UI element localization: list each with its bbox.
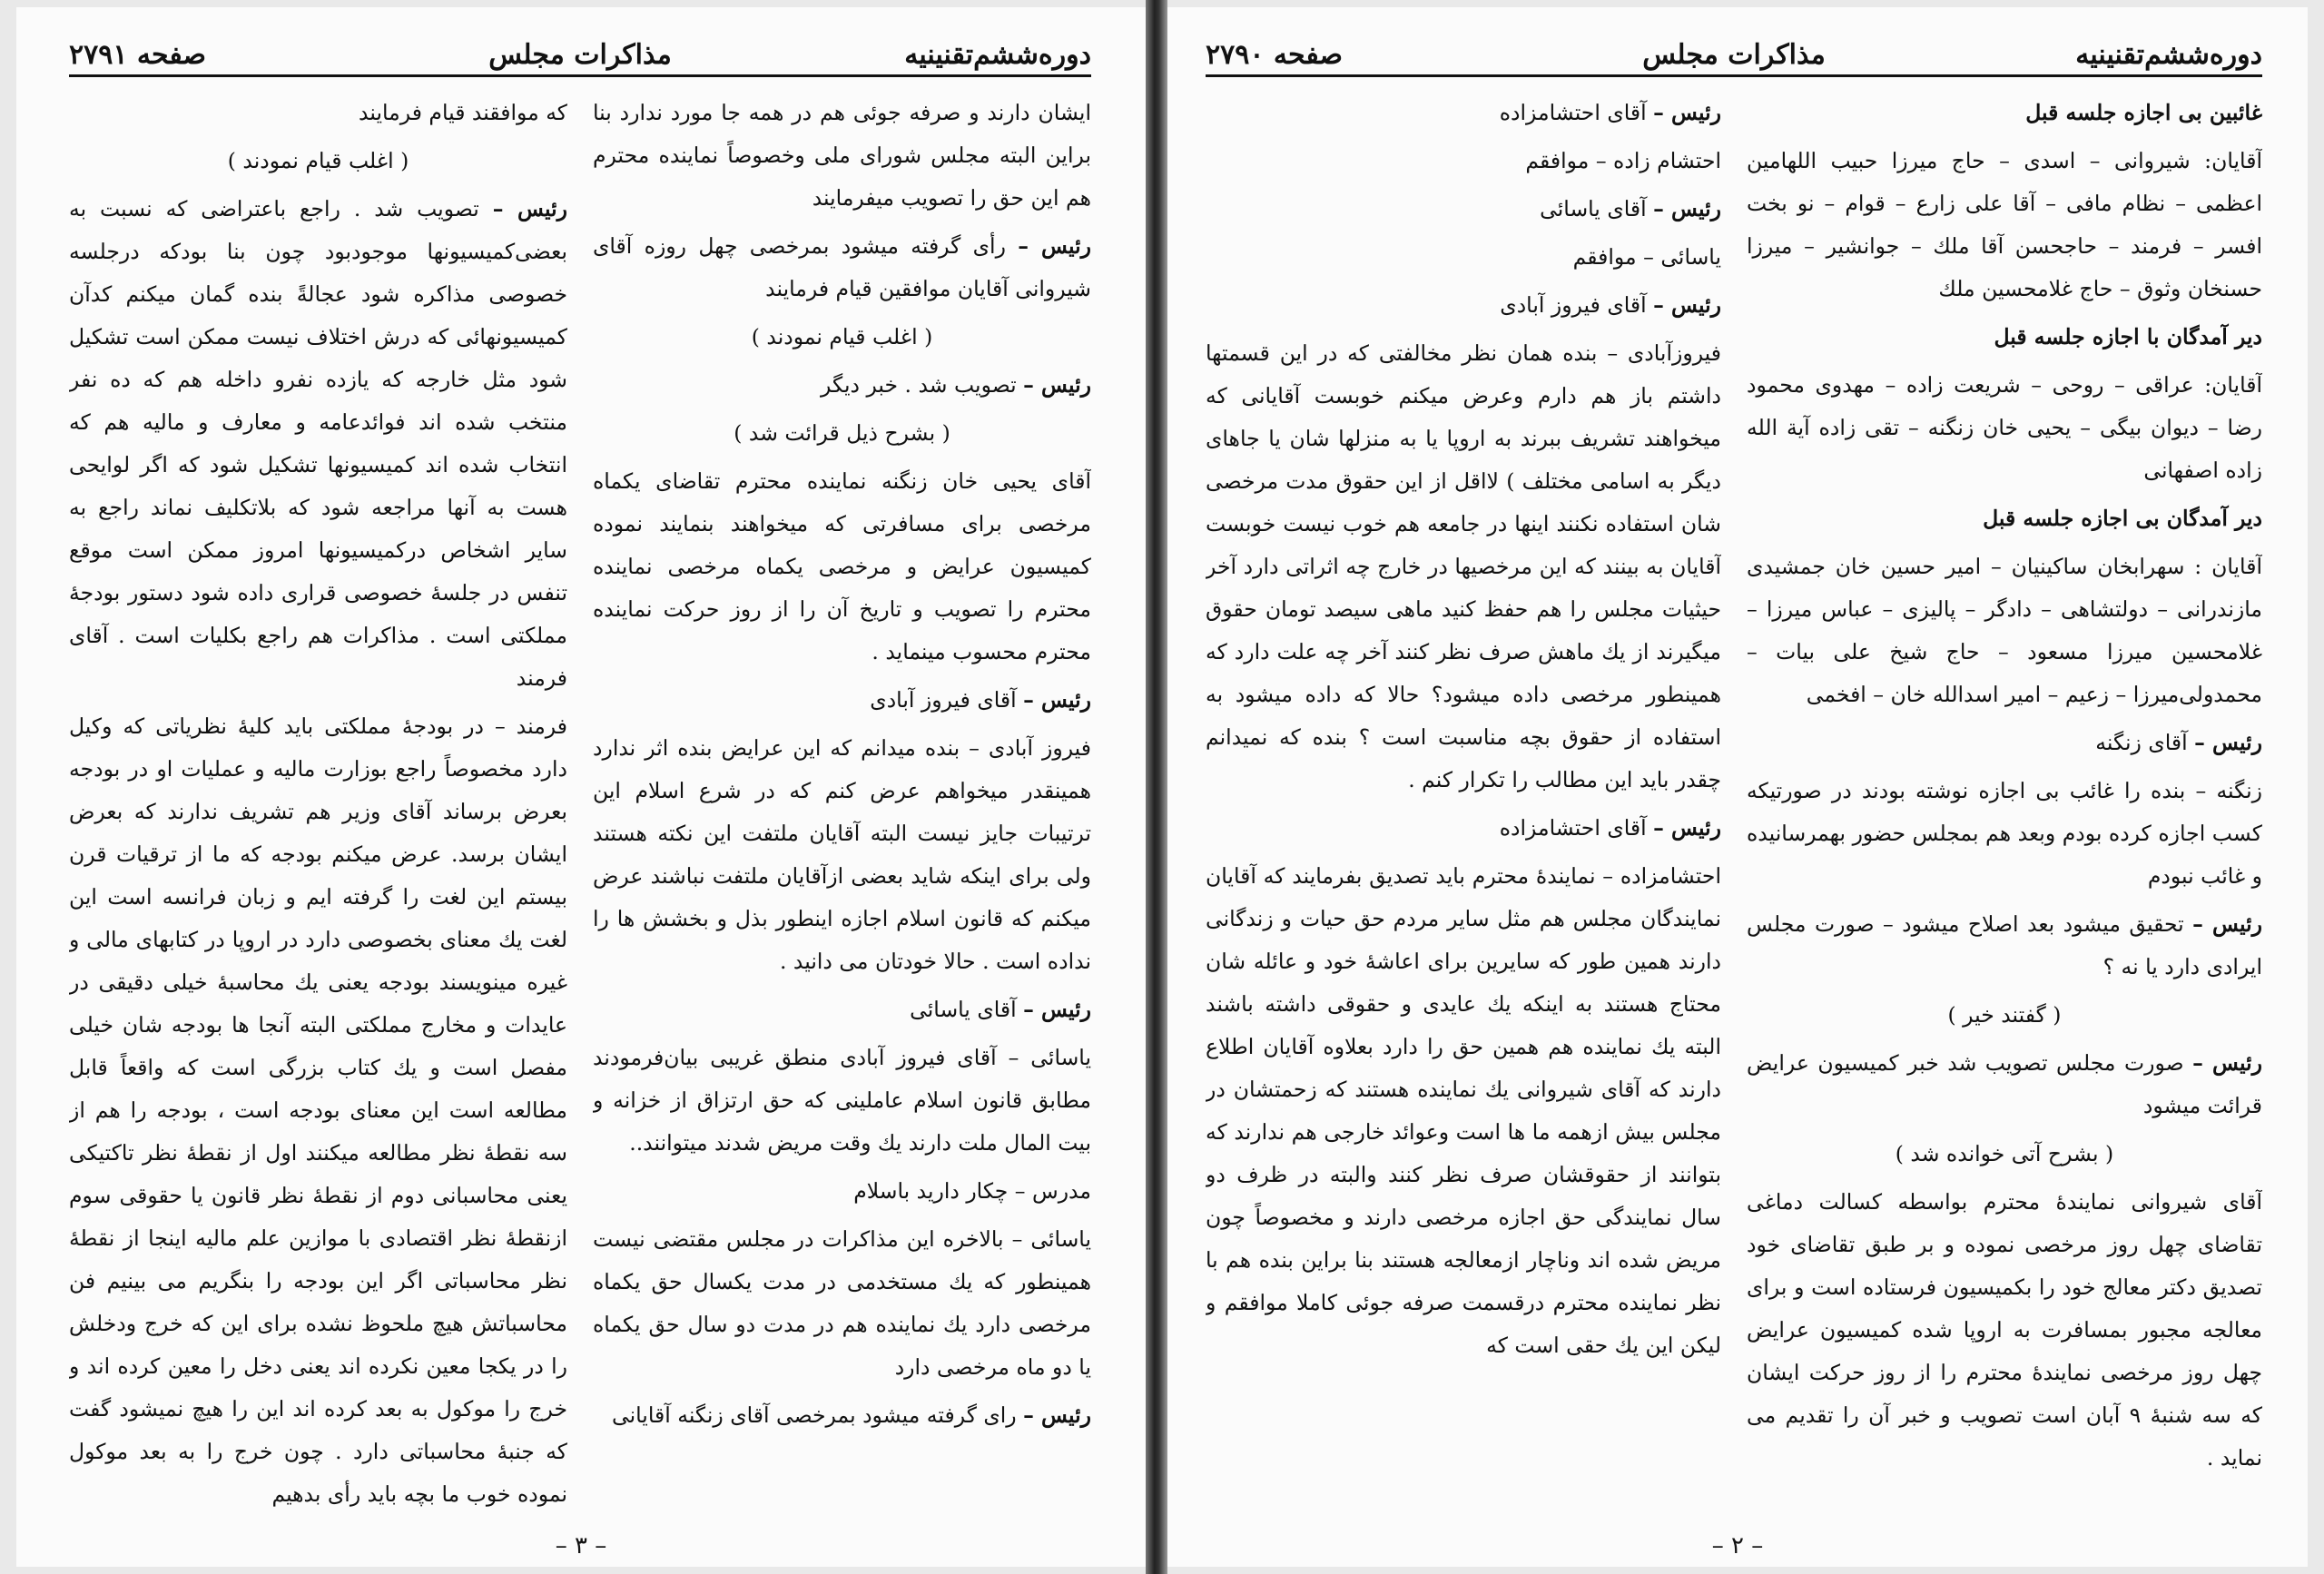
paragraph-text: تحقیق میشود بعد اصلاح میشود – صورت مجلس ایرادی دارد یا نه ؟: [1747, 911, 2262, 979]
speaker-label: دیر آمدگان با اجازه جلسه قبل: [1994, 324, 2262, 349]
centered-note: ( بشرح ذیل قرائت شد ): [734, 420, 950, 446]
session-label: دوره‌ششم‌تقنینیه: [2075, 38, 2262, 71]
speaker-label: رئیس –: [1023, 372, 1091, 398]
paragraph: [1747, 497, 2262, 540]
speaker-label: رئیس –: [1018, 233, 1091, 259]
speaker-label: غائبین بی اجازه جلسه قبل: [2025, 100, 2262, 125]
paragraph: [1747, 546, 2262, 716]
right-page-header: [1206, 34, 2262, 77]
paragraph: [593, 1037, 1091, 1165]
paragraph-text: زنگنه – بنده را غائب بی اجازه نوشته بودند در صورتیکه کسب اجازه کرده بودم وبعد هم بمجلس حضور بهمرسانیده و غائب نبودم: [1747, 778, 2262, 889]
page-number-label: صفحه ۲۷۹۰: [1206, 38, 1343, 71]
right-page-columns: [1206, 92, 2262, 1517]
speaker-label: رئیس –: [1023, 1402, 1091, 1428]
paragraph: [1747, 140, 2262, 310]
paragraph: [69, 92, 567, 134]
paragraph-text: آقای احتشامزاده: [1499, 815, 1647, 841]
centered-note: ( بشرح آتی خوانده شد ): [1895, 1141, 2114, 1166]
paragraph: [593, 1170, 1091, 1213]
text-column-right: [593, 92, 1091, 1517]
text-column-left: [69, 92, 567, 1517]
paragraph-text: آقای احتشامزاده: [1499, 100, 1647, 125]
speaker-label: رئیس –: [1653, 100, 1721, 125]
paragraph: [1206, 284, 1721, 327]
paragraph: [69, 188, 567, 700]
paragraph-text: آقای فیروز آبادی: [870, 687, 1017, 713]
paragraph: [1747, 770, 2262, 898]
paragraph-text: آقای یاسائی: [910, 997, 1017, 1022]
text-column-right: [1747, 92, 2262, 1517]
paragraph: [593, 225, 1091, 310]
paragraph: [1206, 140, 1721, 182]
paragraph-text: رأی گرفته میشود بمرخصی چهل روزه آقای شیروانی آقایان موافقین قیام فرمایند: [593, 233, 1091, 301]
paragraph: [593, 989, 1091, 1031]
paragraph-text: یاسائی – موافقم: [1572, 244, 1721, 270]
paragraph-text: مدرس – چکار داريد باسلام: [853, 1178, 1091, 1204]
paragraph-text: آقایان: شیروانی – اسدی – حاج میرزا حبیب اللهامین اعظمی – نظام مافی – آقا علی زارع – قوام – نو بخت افسر – فرمند – حاجحسن آقا ملك – جوانشیر – میرزا حسنخان وثوق – حاج غلامحسین ملك: [1747, 148, 2262, 301]
text-column-left: [1206, 92, 1721, 1517]
paragraph: [1206, 92, 1721, 134]
paragraph: [593, 1218, 1091, 1389]
paragraph: [593, 364, 1091, 407]
centered-note: ( اغلب قیام نمودند ): [751, 324, 933, 349]
page-title: مذاکرات مجلس: [488, 38, 672, 71]
paragraph: [1206, 188, 1721, 231]
paragraph: [1206, 332, 1721, 802]
paragraph: [1747, 722, 2262, 764]
paragraph-text: آقای زنگنه: [2095, 730, 2188, 755]
paragraph: [1747, 364, 2262, 492]
page-footer-number: – ۲ –: [1711, 1532, 1764, 1559]
paragraph-text: تصویب شد . راجع باعتراضی که نسبت به بعضی‌کمیسیونها موجودبود چون بنا بودکه درجلسه خصوصی مذاکره شود عجالةً بنده گمان میکنم کدآن کمیسیونهائی که درش اختلاف نیست ممکن است تشکیل شود مثل خارجه که یازده نفرو داخله هم که ده نفر منتخب شده اند فوائدعامه و معارف و مالیه هم که انتخاب شده اند کمیسیونها تشکیل شود که اگر لوایحی هست به آنها مراجعه شود که بلاتکلیف نماند راجع به سایر اشخاص درکمیسیونها امروز ممکن است موقع تنفس در جلسهٔ خصوصی قراری داده شود دستور بودجهٔ مملکتی است . مذاکرات هم راجع بکلیات است . آقای فرمند: [69, 196, 567, 691]
speaker-label: دیر آمدگان بی اجازه جلسه قبل: [1983, 506, 2262, 531]
paragraph-text: فرمند – در بودجهٔ مملکتی باید کلیهٔ نظریاتی که وکیل دارد مخصوصاً راجع بوزارت مالیه و عملیات او در بودجه بعرض برساند آقای وزیر هم تشریف ندارند که بعرض ایشان برسد. عرض میکنم بودجه که ما از ترقیات قرن بیستم این لغت را گرفته ایم و زبان فرانسه است این لغت یك معنای بخصوصی دارد در اروپا در کتابهای مالی و غیره مینویسند بودجه یعنی یك محاسبهٔ خیلی دقیقی در عایدات و مخارج مملکتی البته آنجا ها بودجه شان خیلی مفصل است و یك کتاب بزرگی است که واقعاً قابل مطالعه است این معنای بودجه است ، بودجه را هم از سه نقطهٔ نظر مطالعه میکنند اول از نقطهٔ نظر تاکتیکی یعنی محاسبانی دوم از نقطهٔ نظر قانون یا حقوقی سوم ازنقطهٔ نظر اقتصادی با موازین علم مالیه اینجا از نقطهٔ نظر محاسباتی اگر این بودجه را بنگریم می بینیم فن محاسباتش هیچ ملحوظ نشده برای این که خرج ودخلش را در یکجا معین نکرده اند یعنی دخل را معین کرده اند و خرج را موکول به بعد کرده اند این را هیچ نمیشود گفت که جنبهٔ محاسباتی دارد . چون خرج را به بعد موکول نموده خوب ما بچه باید رأی بدهیم: [69, 713, 567, 1507]
paragraph-text: فیروزآبادی – بنده همان نظر مخالفتی که در این قسمتها داشتم باز هم دارم وعرض میکنم خوبست آقایانی که میخواهند تشریف ببرند به اروپا یا به منزلها شان یا جاهای دیگر به اسامی مختلف ) لااقل از این حقوق مدت مرخصی شان استفاده نکنند اینها در جامعه هم خوب نیست خوبست آقایان به بینند که این مرخصیها در خارج چه اثراتی دارد آخر حیثیات مجلس را هم حفظ کنید ماهی سیصد تومان حقوق میگیرند از یك ماهش صرف نظر کنند آخر چه علت دارد که همینطور مرخصی داده میشود؟ حالا که داده میشود به استفاده از حقوق بچه مناسبت است ؟ بنده که نمیدانم چقدر باید این مطالب را تکرار کنم .: [1206, 340, 1721, 792]
paragraph-text: آقای شیروانی نمایندهٔ محترم بواسطه کسالت دماغی تقاضای چهل روز مرخصی نموده و بر طبق تقاضای خود تصدیق دکتر معالج خود را بکمیسیون فرستاده است و برای معالجه مجبور بمسافرت به اروپا شده کمیسیون عرایض چهل روز مرخصی نمایندهٔ محترم را از روز حرکت ایشان که سه شنبهٔ ۹ آبان است تصویب و خبر آن را تقدیم می نماید .: [1747, 1189, 2262, 1471]
paragraph-text: احتشامزاده – نمایندهٔ محترم باید تصدیق بفرمایند که آقایان نمایندگان مجلس هم مثل سایر مردم حق حیات و زندگانی دارند همین طور که سایرین برای اعاشهٔ خود و عائله شان محتاج هستند به اینکه یك عایدی و حقوقی داشته باشند البته یك نماینده هم همین حق را دارد بعلاوه آقایان اطلاع دارند که آقای شیروانی یك نماینده هستند که زحمتشان در مجلس بیش ازهمه ما ها است وعوائد خارجی هم ندارند که بتوانند از حقوقشان صرف نظر کنند والبته در ظرف دو سال نمایندگی حق اجازه مرخصی دارند و مخصوصاً چون مریض شده اند وناچار ازمعالجه هستند بنا براین بنده هم با نظر نماینده محترم درقسمت صرفه جوئی کاملا موافقم و لیکن این یك حقی است که: [1206, 863, 1721, 1358]
paragraph-text: رای گرفته میشود بمرخصی آقای زنگنه آقایانی: [612, 1402, 1017, 1428]
paragraph: [1747, 92, 2262, 134]
paragraph: [1206, 236, 1721, 279]
left-page-header: [69, 34, 1091, 77]
centered-note: ( اغلب قیام نمودند ): [227, 148, 409, 173]
paragraph-text: تصویب شد . خبر دیگر: [821, 372, 1017, 398]
paragraph-text: آقای یاسائی: [1540, 196, 1647, 221]
paragraph-text: آقای یحیی خان زنگنه نماینده محترم تقاضای یکماه مرخصی برای مسافرتی که میخواهند بنمایند نموده کمیسیون عرایض و مرخصی یکماه مرخصی نماینده محترم را تصویب و تاریخ آن را از روز حرکت نماینده محترم محسوب مینماید .: [593, 468, 1091, 664]
paragraph: [1747, 1181, 2262, 1480]
paragraph-text: ایشان دارند و صرفه جوئی هم در همه جا مورد ندارد بنا براین البته مجلس شورای ملی وخصوصاً نماینده محترم هم این حق را تصویب میفرمایند: [593, 100, 1091, 211]
paragraph-text: یاسائی – آقای فیروز آبادی منطق غریبی بیان‌فرمودند مطابق قانون اسلام عاملینی که حق ارتزاق از خزانه و بیت المال ملت دارند یك وقت مریض شدند میتوانند..: [593, 1045, 1091, 1156]
paragraph: [593, 1394, 1091, 1437]
speaker-label: رئیس –: [1653, 815, 1721, 841]
paragraph-text: احتشام زاده – موافقم: [1525, 148, 1721, 173]
paragraph-text: که موافقند قیام فرمایند: [359, 100, 567, 125]
speaker-label: رئیس –: [1023, 687, 1091, 713]
paragraph: [1747, 316, 2262, 359]
centered-note: ( گفتند خیر ): [1947, 1002, 2062, 1028]
paragraph-text: فیروز آبادی – بنده میدانم که این عرایض بنده اثر ندارد همینقدر میخواهم عرض کنم که در شرع اسلام این ترتیبات جایز نیست البته آقایان ملتفت این نکته هستند ولی برای اینکه شاید بعضی ازآقایان ملتفت نباشند عرض میکنم که قانون اسلام اجازه اینطور بذل و بخشش ها را نداده است . حالا خودتان می دانید .: [593, 735, 1091, 974]
speaker-label: رئیس –: [2192, 911, 2262, 937]
speaker-label: رئیس –: [2194, 730, 2262, 755]
paragraph-text: آقایان: عراقی – روحی – شریعت زاده – مهدوی محمود رضا – دیوان بیگی – یحیی خان زنگنه – تقی زاده آیة الله زاده اصفهانی: [1747, 372, 2262, 483]
session-label: دوره‌ششم‌تقنینیه: [904, 38, 1091, 71]
paragraph: [593, 679, 1091, 722]
page-number-label: صفحه ۲۷۹۱: [69, 38, 206, 71]
right-page: [1167, 7, 2308, 1567]
paragraph: [593, 460, 1091, 674]
book-gutter: [1146, 0, 1167, 1574]
left-page-columns: [69, 92, 1091, 1517]
paragraph: [1747, 1042, 2262, 1127]
paragraph: [593, 727, 1091, 983]
paragraph: [593, 92, 1091, 220]
paragraph-text: صورت مجلس تصویب شد خبر کمیسیون عرایض قرائت میشود: [1747, 1050, 2262, 1118]
speaker-label: رئیس –: [2192, 1050, 2262, 1076]
paragraph-text: یاسائی – بالاخره این مذاکرات در مجلس مقتضی نیست همینطور که یك مستخدمی در مدت یکسال حق یکماه مرخصی دارد یك نماینده هم در مدت دو سال حق یکماه یا دو ماه مرخصی دارد: [593, 1226, 1091, 1380]
speaker-label: رئیس –: [492, 196, 567, 221]
paragraph-text: آقای فیروز آبادی: [1500, 292, 1647, 318]
paragraph: [69, 705, 567, 1516]
paragraph-text: آقایان : سهرابخان ساکینیان – امیر حسین خان جمشیدی مازندرانی – دولتشاهی – دادگر – پالیزی – عباس میرزا – غلامحسین میرزا مسعود – حاج شیخ علی بیات – محمدولی‌میرزا – زعیم – امیر اسدالله خان – افخمی: [1747, 554, 2262, 707]
speaker-label: رئیس –: [1653, 292, 1721, 318]
paragraph: [1747, 903, 2262, 989]
page-title: مذاکرات مجلس: [1642, 38, 1826, 71]
speaker-label: رئیس –: [1653, 196, 1721, 221]
paragraph: [1206, 855, 1721, 1367]
page-footer-number: – ۳ –: [555, 1532, 607, 1559]
speaker-label: رئیس –: [1023, 997, 1091, 1022]
paragraph: [1206, 807, 1721, 850]
left-page: [16, 7, 1146, 1567]
